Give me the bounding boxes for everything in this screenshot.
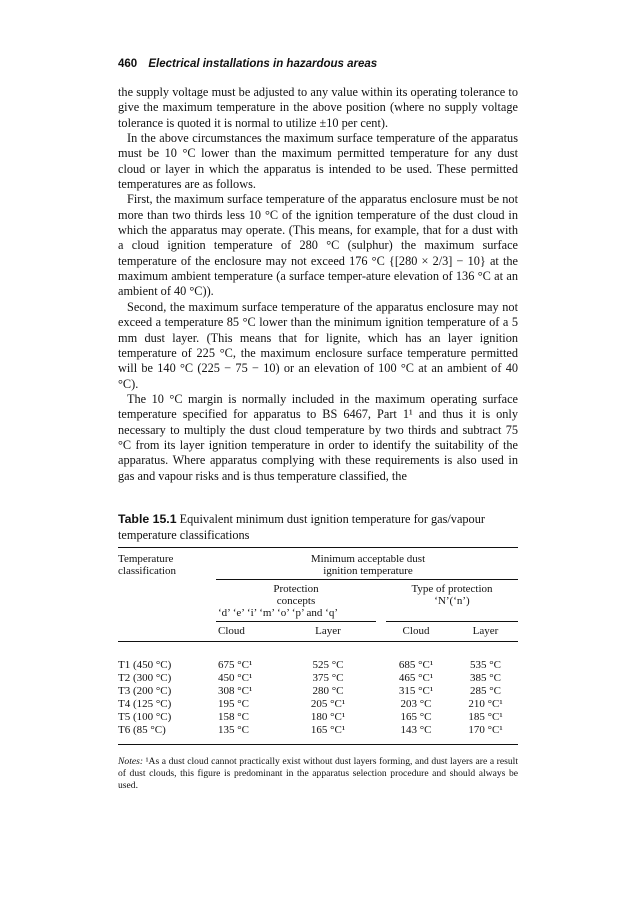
row-layer-n: 185 °C¹ <box>468 711 503 723</box>
temperature-table <box>118 547 518 787</box>
header-min-dust: Minimum acceptable dust <box>310 553 426 565</box>
group-rule <box>216 579 518 580</box>
table-caption-text: Equivalent minimum dust ignition temperature for gas/vapour temperature classifications <box>118 512 485 542</box>
row-class: T3 (200 °C) <box>118 685 172 697</box>
row-layer: 180 °C¹ <box>310 711 346 723</box>
row-class: T2 (300 °C) <box>118 672 172 684</box>
row-class: T4 (125 °C) <box>118 698 172 710</box>
row-layer: 375 °C <box>312 672 344 684</box>
row-layer: 165 °C¹ <box>310 724 346 736</box>
row-cloud-n: 465 °C¹ <box>398 672 434 684</box>
row-cloud: 675 °C¹ <box>218 659 253 671</box>
page-number: 460 <box>118 58 138 70</box>
col-layer: Layer <box>315 625 341 637</box>
table-caption <box>118 512 518 543</box>
row-layer: 525 °C <box>312 659 344 671</box>
table-bottom-rule <box>118 744 518 745</box>
header-classification: classification <box>118 565 177 577</box>
paragraph: the supply voltage must be adjusted to any value within its operating tolerance to give the maximum temperature in the above position (where no supply voltage tolerance is quoted it is normal to utilize ±10 per cent). <box>118 85 518 130</box>
header-bottom-rule <box>118 641 518 642</box>
chapter-title: Electrical installations in hazardous areas <box>148 58 378 70</box>
header-temperature: Temperature <box>118 553 174 565</box>
paragraph: First, the maximum surface temperature of the apparatus enclosure must be not more than two thirds less 10 °C of the ignition temperature of the dust cloud in which the apparatus may operate. (This means, for example, that for a dust with a cloud ignition temperature of 280 °C (sulphur) the maximum surface temperature of the enclosure may not exceed 176 °C {[280 × 2/3] − 10} at the maximum ambient temperature (a surface temper-ature elevation of 136 °C at an ambient of 40 °C)). <box>118 192 518 299</box>
row-layer-n: 535 °C <box>470 659 501 671</box>
paragraph: In the above circumstances the maximum surface temperature of the apparatus must be 10 °C lower than the maximum permitted temperature for any dust cloud or layer in which the apparatus is intended to be used. These permitted temperatures are as follows. <box>118 131 518 192</box>
row-cloud-n: 165 °C <box>400 711 432 723</box>
row-layer-n: 170 °C¹ <box>468 724 503 736</box>
row-layer-n: 285 °C <box>470 685 501 697</box>
row-cloud: 308 °C¹ <box>218 685 253 697</box>
row-cloud: 195 °C <box>218 698 249 710</box>
row-cloud: 158 °C <box>218 711 249 723</box>
col-cloud-n: Cloud <box>402 625 430 637</box>
header-protection: Protection <box>273 583 319 595</box>
table-top-rule <box>118 547 518 548</box>
paragraph: Second, the maximum surface temperature of the apparatus enclosure may not exceed a temperature 85 °C lower than the minimum ignition temperature of a 5 mm dust layer. (This means that for lignite, which has an layer ignition temperature of 225 °C, the maximum enclosure surface temperature permitted will be 140 °C (225 − 75 − 10) or an elevation of 100 °C at an ambient of 40 °C). <box>118 299 518 391</box>
row-cloud-n: 203 °C <box>400 698 432 710</box>
notes-text: ¹As a dust cloud cannot practically exist without dust layers forming, and dust layers are a result of dust clouds, this figure is predominant in the apparatus selection procedure and should always be used. <box>118 756 518 791</box>
running-head <box>118 58 377 70</box>
type-n-rule <box>386 621 518 622</box>
row-layer: 280 °C <box>312 685 344 697</box>
table-notes <box>118 756 518 791</box>
row-cloud: 450 °C¹ <box>218 672 253 684</box>
header-type-protection: Type of protection <box>411 583 493 595</box>
header-ignition-temp: ignition temperature <box>323 565 413 577</box>
row-cloud: 135 °C <box>218 724 249 736</box>
notes-label: Notes: <box>118 756 144 767</box>
header-concept-letters: ‘d’ ‘e’ ‘i’ ‘m’ ‘o’ ‘p’ and ‘q’ <box>218 607 339 619</box>
table-number: Table 15.1 <box>118 512 177 526</box>
row-class: T5 (100 °C) <box>118 711 172 723</box>
protection-rule <box>216 621 376 622</box>
col-layer-n: Layer <box>472 625 499 637</box>
header-concepts: concepts <box>276 595 316 607</box>
body-text <box>118 85 518 484</box>
row-cloud-n: 685 °C¹ <box>398 659 434 671</box>
row-layer: 205 °C¹ <box>310 698 346 710</box>
col-cloud: Cloud <box>218 625 245 637</box>
row-layer-n: 210 °C¹ <box>468 698 503 710</box>
row-class: T6 (85 °C) <box>118 724 166 736</box>
row-layer-n: 385 °C <box>470 672 501 684</box>
paragraph: The 10 °C margin is normally included in the maximum operating surface temperature specified for apparatus to BS 6467, Part 1¹ and thus it is only necessary to multiply the dust cloud temperature by two thirds and subtract 75 °C from its layer ignition temperature in order to identify the suitability of the apparatus. Where apparatus complying with these requirements is also used in gas and vapour risks and is thus temperature classified, the <box>118 391 518 483</box>
row-cloud-n: 315 °C¹ <box>398 685 434 697</box>
row-class: T1 (450 °C) <box>118 659 172 671</box>
row-cloud-n: 143 °C <box>400 724 432 736</box>
header-type-n: ‘N’(‘n’) <box>434 595 470 607</box>
